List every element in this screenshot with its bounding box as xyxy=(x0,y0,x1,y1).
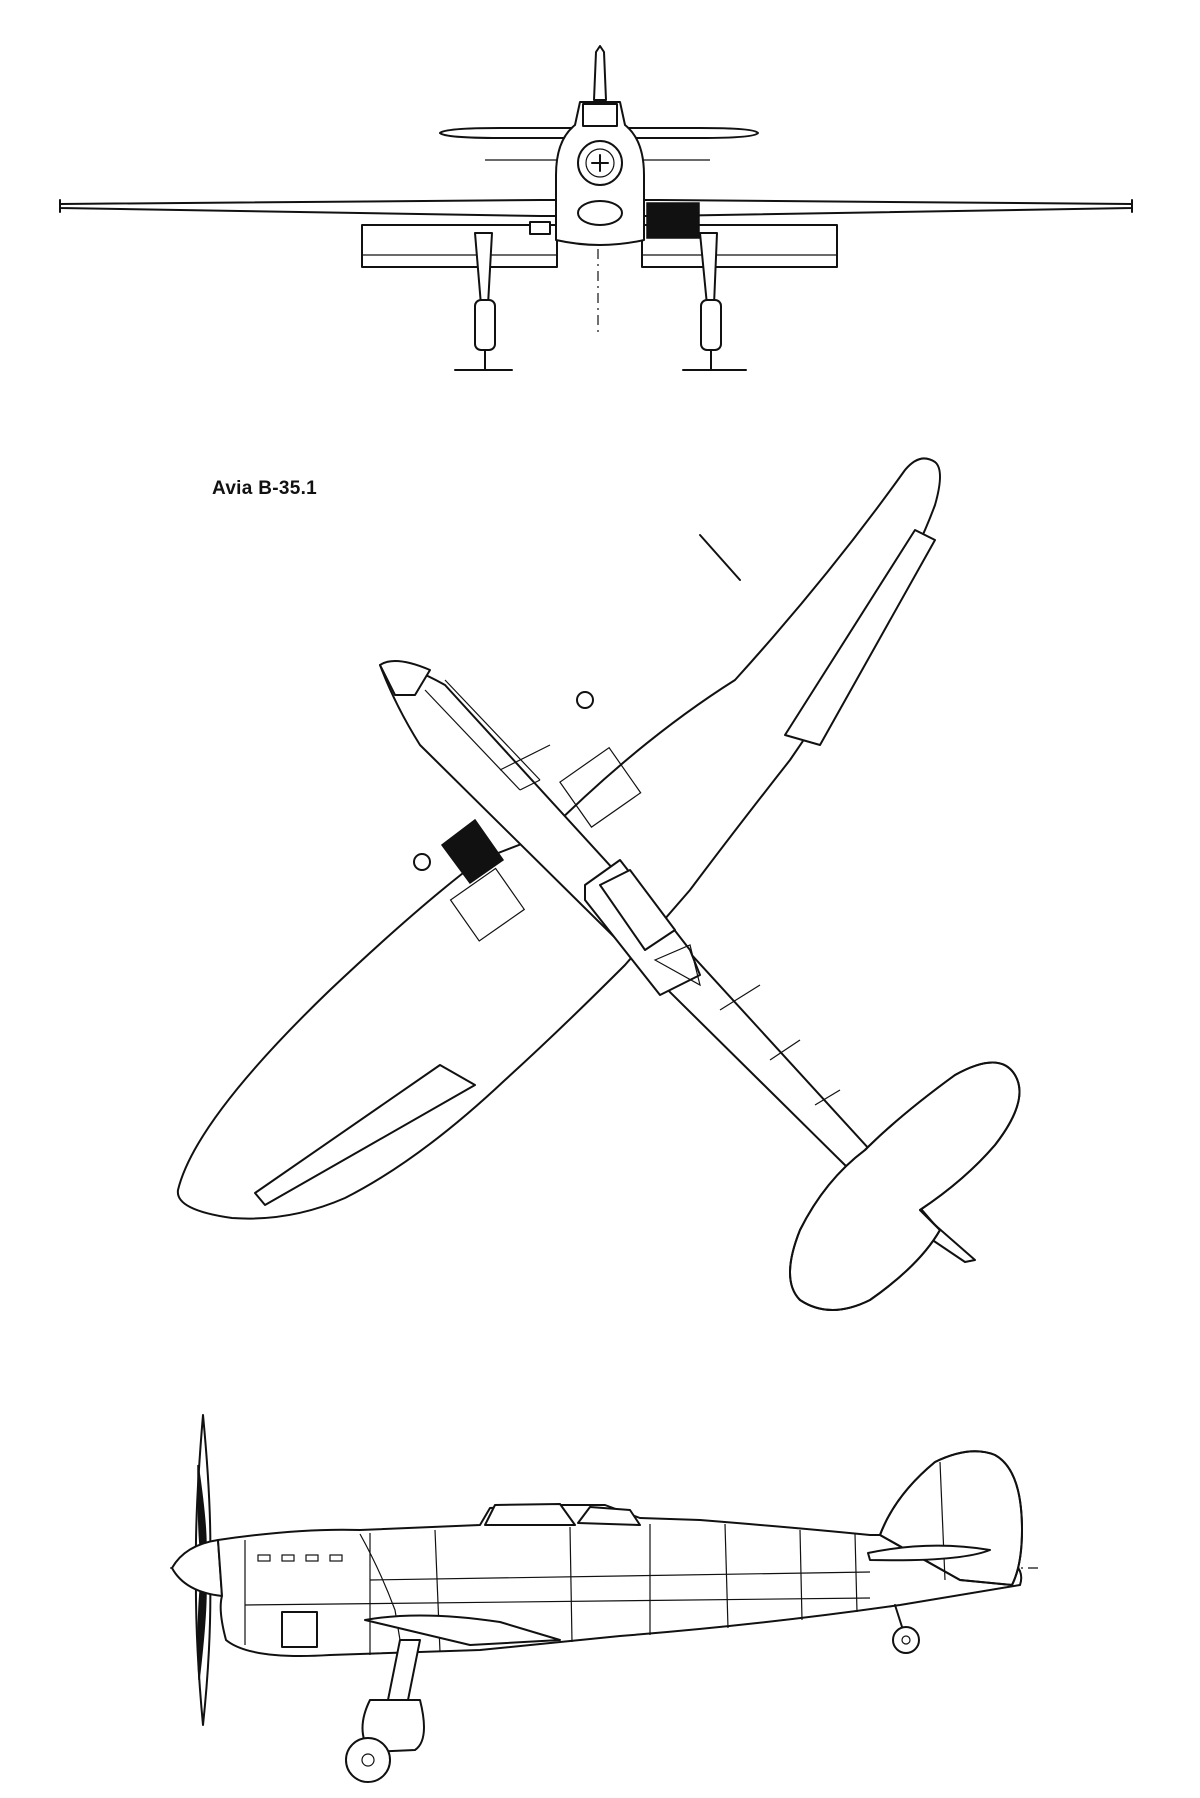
side-main-wheel xyxy=(346,1738,390,1782)
side-canopy-rear xyxy=(578,1507,640,1525)
side-view xyxy=(170,1415,1040,1782)
front-view xyxy=(60,46,1132,370)
front-gear-strut-right xyxy=(700,233,717,305)
top-wing-bump-right xyxy=(577,692,593,708)
top-pitot-tube xyxy=(700,535,740,580)
front-gear-wheel-right xyxy=(701,300,721,350)
front-radiator-intake xyxy=(578,201,622,225)
front-black-panel xyxy=(647,203,699,238)
top-wing-bump-left xyxy=(414,854,430,870)
side-tailwheel-leg xyxy=(895,1605,903,1630)
front-canopy xyxy=(583,104,617,126)
front-radiator-left xyxy=(362,225,557,267)
side-radiator-grille xyxy=(282,1612,317,1647)
side-tail-wheel xyxy=(893,1627,919,1653)
side-canopy-front xyxy=(485,1504,575,1525)
side-spinner xyxy=(172,1540,222,1596)
front-small-box xyxy=(530,222,550,234)
aircraft-title: Avia B-35.1 xyxy=(212,478,318,499)
front-fin xyxy=(594,46,606,100)
top-view xyxy=(178,458,1020,1310)
front-gear-strut-left xyxy=(475,233,492,305)
front-gear-wheel-left xyxy=(475,300,495,350)
